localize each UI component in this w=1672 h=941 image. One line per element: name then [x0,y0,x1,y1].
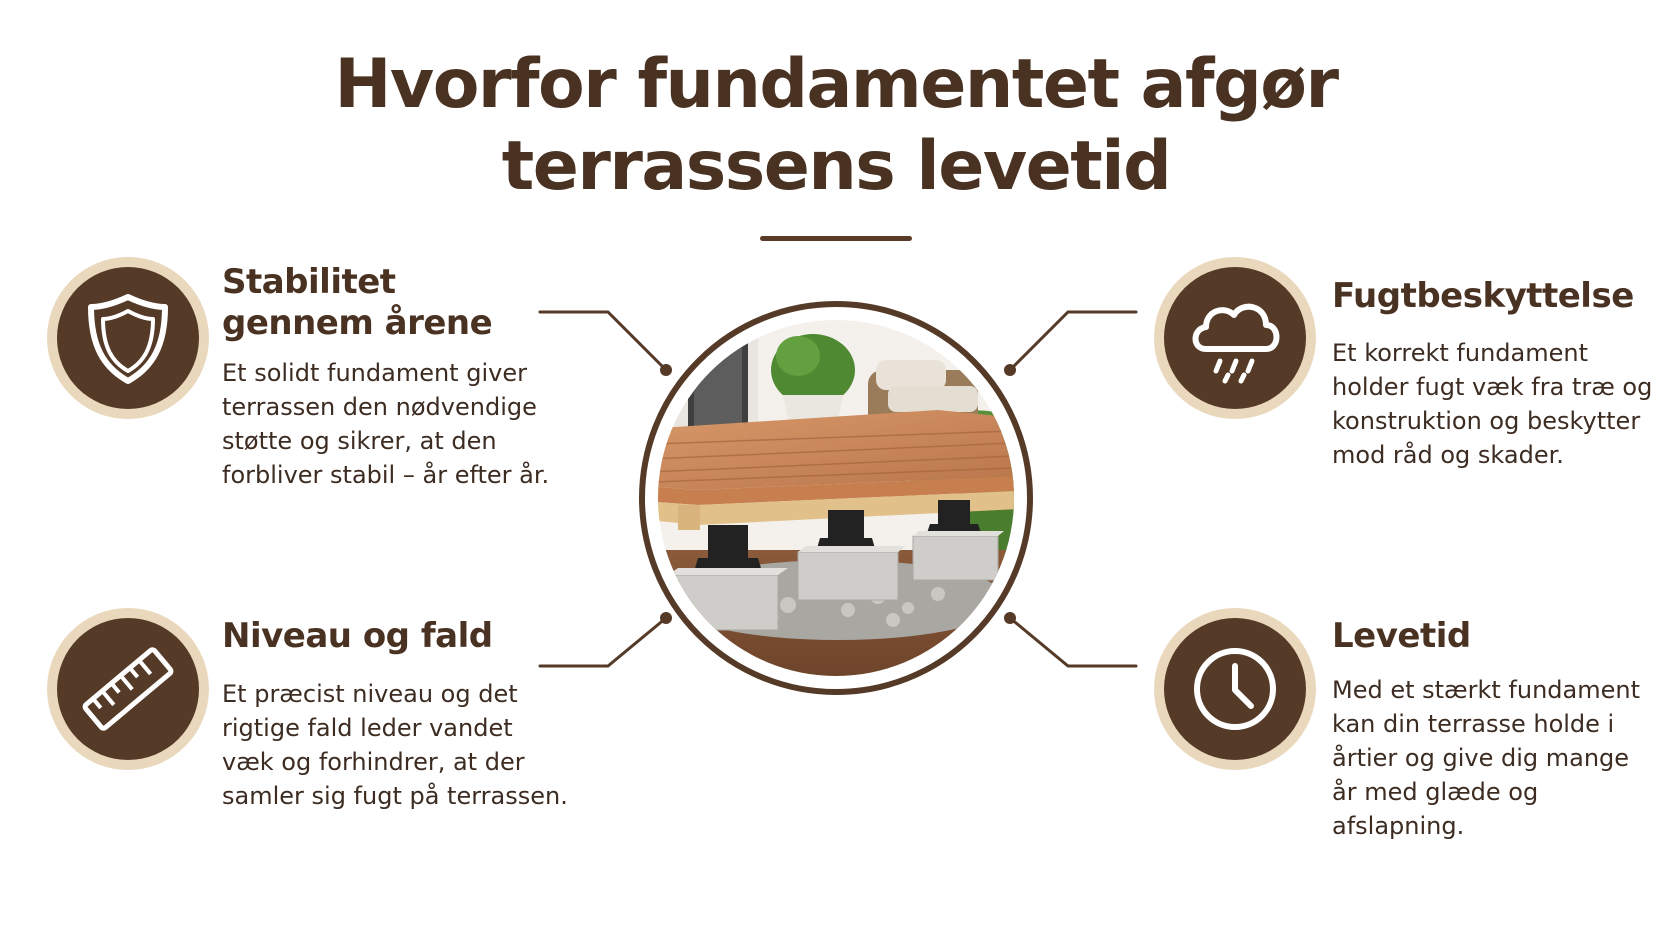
body-levetid-line: Med et stærkt fundament [1332,676,1641,704]
body-niveau [222,677,568,813]
body-fugt-line: mod råd og skader. [1332,441,1564,469]
body-fugt-line: konstruktion og beskytter [1332,407,1641,435]
badge-niveau [47,608,209,770]
body-fugt [1332,336,1652,472]
body-fugt-line: Et korrekt fundament [1332,339,1588,367]
title-line-2: terrassens levetid [501,127,1171,206]
body-niveau-line: rigtige fald leder vandet [222,714,513,742]
body-stabilitet-line: Et solidt fundament giver [222,359,527,387]
rain-cloud-icon [1164,267,1306,409]
badge-stabilitet [47,257,209,419]
body-niveau-line: Et præcist niveau og det [222,680,518,708]
ruler-icon [57,618,199,760]
title-line-1: Hvorfor fundamentet afgør [334,45,1338,124]
body-niveau-line: samler sig fugt på terrassen. [222,782,568,810]
body-levetid-line: årtier og give dig mange [1332,744,1630,772]
heading-levetid: Levetid [1332,616,1471,656]
body-niveau-line: væk og forhindrer, at der [222,748,525,776]
body-levetid [1332,673,1672,843]
badge-fugt [1154,257,1316,419]
heading-fugt: Fugtbeskyttelse [1332,276,1634,316]
body-levetid-line: kan din terrasse holde i [1332,710,1615,738]
body-stabilitet [222,356,549,492]
shield-icon [57,267,199,409]
heading-stabilitet-line-2: gennem årene [222,303,493,343]
body-fugt-line: holder fugt væk fra træ og [1332,373,1653,401]
heading-stabilitet-line-1: Stabilitet [222,262,396,302]
heading-stabilitet [222,262,492,344]
body-levetid-line: år med glæde og afslapning. [1332,778,1539,840]
body-stabilitet-line: støtte og sikrer, at den [222,427,497,455]
heading-niveau: Niveau og fald [222,616,493,656]
body-stabilitet-line: forbliver stabil – år efter år. [222,461,550,489]
badge-levetid [1154,608,1316,770]
deck-foundation-illustration [638,300,1034,696]
body-stabilitet-line: terrassen den nødvendige [222,393,537,421]
clock-icon [1164,618,1306,760]
